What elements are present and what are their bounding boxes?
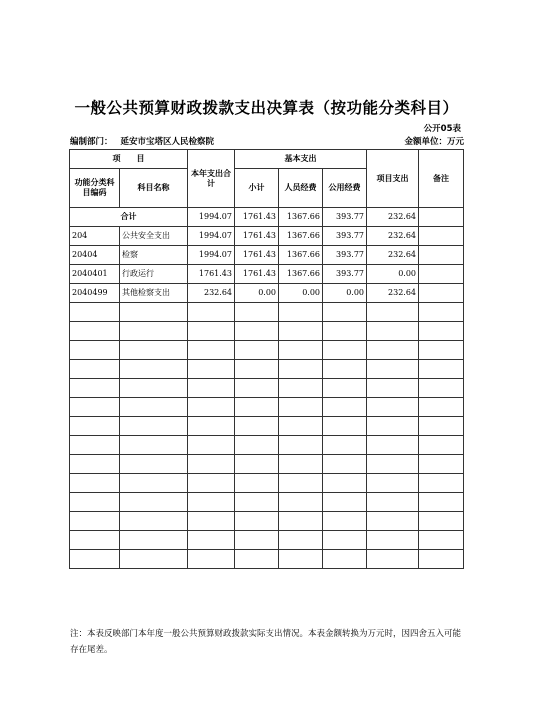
empty-cell bbox=[279, 550, 323, 569]
empty-cell bbox=[419, 474, 464, 493]
empty-cell bbox=[323, 474, 367, 493]
empty-cell bbox=[279, 322, 323, 341]
empty-cell bbox=[235, 341, 279, 360]
empty-row bbox=[70, 493, 464, 512]
header-total: 本年支出合计 bbox=[188, 150, 235, 208]
empty-cell bbox=[367, 512, 419, 531]
row-personnel: 0.00 bbox=[279, 284, 323, 303]
empty-cell bbox=[188, 341, 235, 360]
empty-cell bbox=[70, 341, 120, 360]
total-project: 232.64 bbox=[367, 208, 419, 227]
row-code: 2040401 bbox=[70, 265, 120, 284]
empty-cell bbox=[235, 436, 279, 455]
empty-cell bbox=[419, 341, 464, 360]
empty-cell bbox=[188, 303, 235, 322]
header-remark: 备注 bbox=[419, 150, 464, 208]
empty-cell bbox=[235, 322, 279, 341]
empty-cell bbox=[120, 531, 188, 550]
empty-cell bbox=[235, 417, 279, 436]
row-personnel: 1367.66 bbox=[279, 227, 323, 246]
row-remark bbox=[419, 227, 464, 246]
page-title: 一般公共预算财政拨款支出决算表（按功能分类科目） bbox=[74, 99, 459, 117]
empty-cell bbox=[367, 417, 419, 436]
row-code: 2040499 bbox=[70, 284, 120, 303]
row-name: 公共安全支出 bbox=[120, 227, 188, 246]
row-project: 232.64 bbox=[367, 246, 419, 265]
table-row bbox=[70, 227, 464, 246]
total-subtotal: 1761.43 bbox=[235, 208, 279, 227]
row-total: 1994.07 bbox=[188, 246, 235, 265]
row-total: 1994.07 bbox=[188, 227, 235, 246]
empty-cell bbox=[70, 379, 120, 398]
empty-cell bbox=[120, 436, 188, 455]
empty-cell bbox=[120, 417, 188, 436]
empty-cell bbox=[279, 379, 323, 398]
empty-cell bbox=[120, 341, 188, 360]
table-row bbox=[70, 284, 464, 303]
footnote: 注：本表反映部门本年度一般公共预算财政拨款实际支出情况。本表金额转换为万元时，因四舍五入可能存在尾差。 bbox=[70, 629, 462, 655]
empty-cell bbox=[70, 322, 120, 341]
empty-cell bbox=[419, 379, 464, 398]
empty-cell bbox=[419, 512, 464, 531]
total-personnel: 1367.66 bbox=[279, 208, 323, 227]
row-name: 其他检察支出 bbox=[120, 284, 188, 303]
empty-cell bbox=[120, 379, 188, 398]
form-number: 公开05表 bbox=[423, 124, 461, 134]
total-public: 393.77 bbox=[323, 208, 367, 227]
empty-row bbox=[70, 379, 464, 398]
row-remark bbox=[419, 284, 464, 303]
empty-cell bbox=[188, 379, 235, 398]
empty-cell bbox=[235, 398, 279, 417]
row-personnel: 1367.66 bbox=[279, 265, 323, 284]
empty-cell bbox=[323, 398, 367, 417]
row-public: 393.77 bbox=[323, 227, 367, 246]
empty-cell bbox=[70, 455, 120, 474]
row-remark bbox=[419, 246, 464, 265]
empty-cell bbox=[235, 455, 279, 474]
empty-cell bbox=[70, 474, 120, 493]
empty-cell bbox=[188, 436, 235, 455]
table-body bbox=[70, 208, 464, 569]
empty-row bbox=[70, 455, 464, 474]
total-total: 1994.07 bbox=[188, 208, 235, 227]
empty-cell bbox=[70, 493, 120, 512]
row-remark bbox=[419, 265, 464, 284]
empty-cell bbox=[419, 493, 464, 512]
empty-cell bbox=[70, 360, 120, 379]
row-total: 1761.43 bbox=[188, 265, 235, 284]
empty-cell bbox=[235, 550, 279, 569]
empty-cell bbox=[279, 474, 323, 493]
empty-cell bbox=[367, 398, 419, 417]
empty-cell bbox=[120, 398, 188, 417]
empty-cell bbox=[367, 322, 419, 341]
empty-cell bbox=[419, 550, 464, 569]
empty-row bbox=[70, 303, 464, 322]
empty-cell bbox=[323, 360, 367, 379]
empty-row bbox=[70, 398, 464, 417]
header-code: 功能分类科目编码 bbox=[70, 169, 120, 208]
empty-row bbox=[70, 550, 464, 569]
total-remark bbox=[419, 208, 464, 227]
empty-cell bbox=[70, 303, 120, 322]
empty-cell bbox=[188, 512, 235, 531]
empty-cell bbox=[323, 436, 367, 455]
row-subtotal: 1761.43 bbox=[235, 227, 279, 246]
header-item: 项 目 bbox=[70, 150, 188, 169]
empty-row bbox=[70, 531, 464, 550]
empty-cell bbox=[367, 550, 419, 569]
empty-cell bbox=[367, 493, 419, 512]
empty-cell bbox=[419, 322, 464, 341]
row-name: 行政运行 bbox=[120, 265, 188, 284]
row-personnel: 1367.66 bbox=[279, 246, 323, 265]
amount-unit: 金额单位：万元 bbox=[404, 137, 464, 147]
empty-cell bbox=[120, 550, 188, 569]
empty-cell bbox=[188, 531, 235, 550]
empty-cell bbox=[367, 303, 419, 322]
table-header bbox=[70, 150, 464, 208]
empty-cell bbox=[235, 360, 279, 379]
row-project: 0.00 bbox=[367, 265, 419, 284]
empty-row bbox=[70, 436, 464, 455]
empty-row bbox=[70, 341, 464, 360]
empty-cell bbox=[279, 512, 323, 531]
empty-row bbox=[70, 322, 464, 341]
empty-cell bbox=[188, 322, 235, 341]
total-label: 合计 bbox=[70, 208, 188, 227]
empty-cell bbox=[120, 322, 188, 341]
empty-cell bbox=[188, 550, 235, 569]
department-name: 延安市宝塔区人民检察院 bbox=[120, 137, 215, 147]
empty-cell bbox=[323, 303, 367, 322]
empty-cell bbox=[367, 360, 419, 379]
empty-cell bbox=[323, 341, 367, 360]
header-name: 科目名称 bbox=[120, 169, 188, 208]
empty-cell bbox=[367, 341, 419, 360]
empty-cell bbox=[419, 436, 464, 455]
empty-cell bbox=[419, 531, 464, 550]
empty-cell bbox=[323, 512, 367, 531]
empty-cell bbox=[120, 493, 188, 512]
empty-cell bbox=[323, 322, 367, 341]
header-subtotal: 小计 bbox=[235, 169, 279, 208]
empty-cell bbox=[323, 531, 367, 550]
empty-cell bbox=[235, 474, 279, 493]
header-personnel: 人员经费 bbox=[279, 169, 323, 208]
empty-cell bbox=[367, 379, 419, 398]
empty-cell bbox=[279, 360, 323, 379]
empty-cell bbox=[279, 398, 323, 417]
empty-cell bbox=[323, 550, 367, 569]
empty-cell bbox=[120, 455, 188, 474]
table-row bbox=[70, 265, 464, 284]
empty-cell bbox=[120, 360, 188, 379]
empty-cell bbox=[279, 303, 323, 322]
empty-cell bbox=[367, 436, 419, 455]
expenditure-table bbox=[69, 149, 464, 569]
department-label: 编制部门： bbox=[70, 137, 113, 147]
empty-cell bbox=[279, 341, 323, 360]
empty-row bbox=[70, 417, 464, 436]
header-project: 项目支出 bbox=[367, 150, 419, 208]
empty-cell bbox=[70, 512, 120, 531]
empty-row bbox=[70, 512, 464, 531]
empty-cell bbox=[367, 455, 419, 474]
empty-cell bbox=[235, 531, 279, 550]
empty-cell bbox=[235, 512, 279, 531]
empty-cell bbox=[419, 455, 464, 474]
empty-cell bbox=[120, 512, 188, 531]
header-basic: 基本支出 bbox=[235, 150, 367, 169]
empty-cell bbox=[279, 455, 323, 474]
empty-cell bbox=[188, 360, 235, 379]
row-name: 检察 bbox=[120, 246, 188, 265]
empty-cell bbox=[279, 493, 323, 512]
row-code: 20404 bbox=[70, 246, 120, 265]
row-subtotal: 1761.43 bbox=[235, 265, 279, 284]
empty-cell bbox=[323, 417, 367, 436]
empty-cell bbox=[367, 474, 419, 493]
unit-row bbox=[70, 135, 464, 147]
empty-row bbox=[70, 474, 464, 493]
empty-cell bbox=[70, 531, 120, 550]
empty-cell bbox=[235, 379, 279, 398]
empty-cell bbox=[188, 455, 235, 474]
empty-cell bbox=[188, 493, 235, 512]
empty-cell bbox=[279, 531, 323, 550]
empty-cell bbox=[419, 360, 464, 379]
empty-cell bbox=[367, 531, 419, 550]
row-subtotal: 0.00 bbox=[235, 284, 279, 303]
empty-cell bbox=[323, 493, 367, 512]
empty-cell bbox=[188, 417, 235, 436]
empty-cell bbox=[235, 303, 279, 322]
empty-cell bbox=[188, 474, 235, 493]
row-project: 232.64 bbox=[367, 284, 419, 303]
row-public: 393.77 bbox=[323, 246, 367, 265]
empty-cell bbox=[323, 455, 367, 474]
empty-cell bbox=[70, 436, 120, 455]
empty-cell bbox=[70, 550, 120, 569]
empty-row bbox=[70, 360, 464, 379]
row-project: 232.64 bbox=[367, 227, 419, 246]
row-public: 393.77 bbox=[323, 265, 367, 284]
row-subtotal: 1761.43 bbox=[235, 246, 279, 265]
row-public: 0.00 bbox=[323, 284, 367, 303]
empty-cell bbox=[323, 379, 367, 398]
empty-cell bbox=[279, 417, 323, 436]
empty-cell bbox=[235, 493, 279, 512]
empty-cell bbox=[70, 417, 120, 436]
row-total: 232.64 bbox=[188, 284, 235, 303]
total-row bbox=[70, 208, 464, 227]
empty-cell bbox=[70, 398, 120, 417]
empty-cell bbox=[120, 303, 188, 322]
empty-cell bbox=[279, 436, 323, 455]
empty-cell bbox=[419, 398, 464, 417]
department-info bbox=[70, 135, 214, 147]
empty-cell bbox=[120, 474, 188, 493]
header-public: 公用经费 bbox=[323, 169, 367, 208]
empty-cell bbox=[419, 417, 464, 436]
row-code: 204 bbox=[70, 227, 120, 246]
table-row bbox=[70, 246, 464, 265]
empty-cell bbox=[419, 303, 464, 322]
empty-cell bbox=[188, 398, 235, 417]
